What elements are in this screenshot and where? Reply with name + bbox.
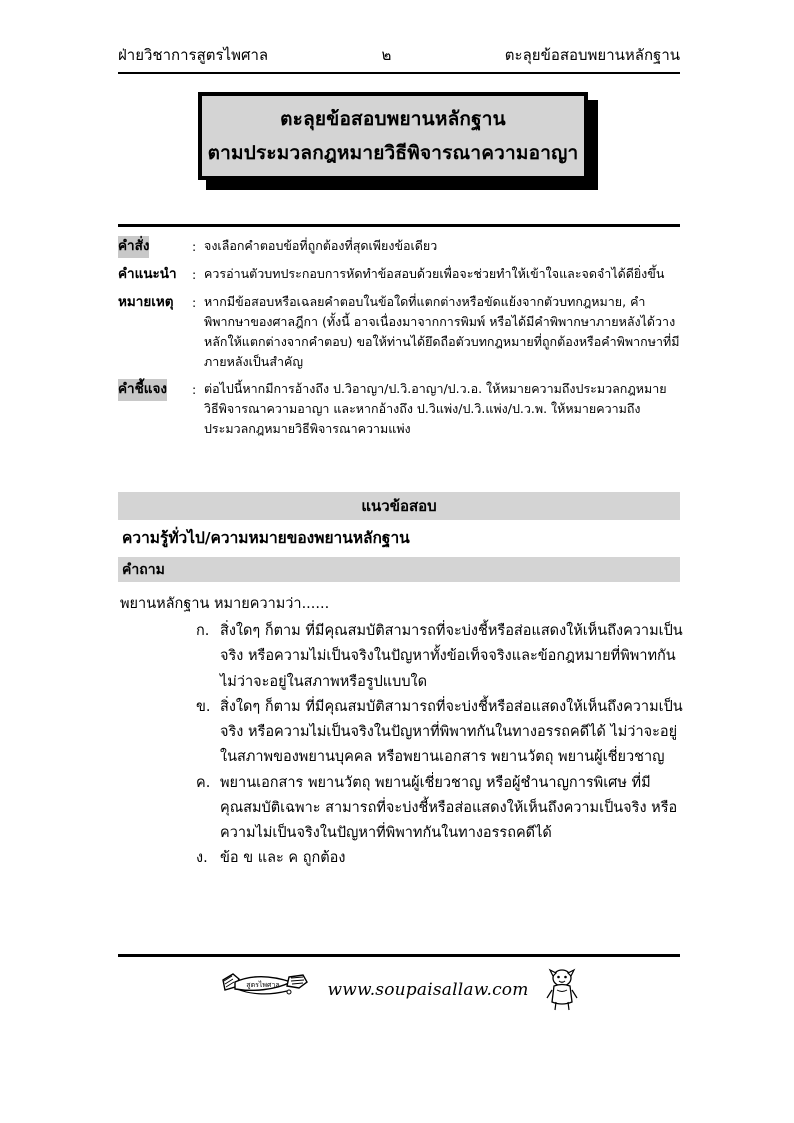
choice-text: ข้อ ข และ ค ถูกต้อง [220,850,346,867]
instruction-label-cell [118,236,192,258]
title-plate [198,92,598,190]
choice-text: สิ่งใดๆ ก็ตาม ที่มีคุณสมบัติสามารถที่จะบ่งชี้หรือส่อแสดงให้เห็นถึงความเป็นจริง หรือความไม่เป็นจริงในปัญหาทั้งข้อเท็จจริงและข้อกฎหมายที่พิพาทกัน ไม่ว่าจะอยู่ในสภาพหรือรูปแบบใด [220,623,683,690]
choice-key: ข. [196,698,211,715]
instruction-row-note [118,292,680,373]
instructions-block [118,236,680,445]
running-header [118,46,680,65]
instruction-colon: : [192,294,197,310]
question-stem: พยานหลักฐาน หมายความว่า...... [120,596,330,612]
header-right-text: ตะลุยข้อสอบพยานหลักฐาน [504,46,680,64]
website-url[interactable]: www.soupaisallaw.com [327,980,529,1000]
instruction-text: ต่อไปนี้หากมีการอ้างถึง ป.วิอาญา/ป.วิ.อาญา/ป.ว.อ. ให้หมายความถึงประมวลกฎหมายวิธีพิจารณาความอาญา และหากอ้างถึง ป.วิแพ่ง/ป.วิ.แพ่ง/ป.ว.พ. ให้หมายความถึงประมวลกฎหมายวิธีพิจารณาความแพ่ง [204,380,667,437]
title-line-2: ตามประมวลกฎหมายวิธีพิจารณาความอาญา [207,142,579,164]
header-left-text: ฝ่ายวิชาการสูตรไพศาล [118,46,269,64]
question-body [120,592,685,871]
question-label-band: คำถาม [118,557,680,582]
instructions-top-rule [118,224,680,227]
instruction-label-cell [118,292,192,314]
choice-option[interactable] [196,771,685,847]
instruction-colon: : [192,266,197,282]
ribbon-banner-logo-icon [219,970,311,1010]
title-plate-box [198,92,588,180]
choice-option[interactable] [196,695,685,771]
page-footer [118,962,680,1018]
instruction-label-cell [118,264,192,286]
title-line-1: ตะลุยข้อสอบพยานหลักฐาน [280,108,506,130]
topic-heading: ความรู้ทั่วไป/ความหมายของพยานหลักฐาน [118,522,680,552]
choice-text: พยานเอกสาร พยานวัตถุ พยานผู้เชี่ยวชาญ หรือผู้ชำนาญการพิเศษ ที่มีคุณสมบัติเฉพาะ สามารถที่จะบ่งชี้หรือส่อแสดงให้เห็นถึงความเป็นจริง หรือความไม่เป็นจริงในปัญหาที่พิพาทกันในทางอรรถคดีได้ [220,774,678,841]
instruction-label: คำแนะนำ [118,265,177,282]
instruction-text: ควรอ่านตัวบทประกอบการหัดทำข้อสอบด้วยเพื่อจะช่วยทำให้เข้าใจและจดจำได้ดียิ่งขึ้น [204,265,665,281]
instruction-text: หากมีข้อสอบหรือเฉลยคำตอบในข้อใดที่แตกต่างหรือขัดแย้งจากตัวบทกฎหมาย, คำพิพากษาของศาลฎีกา (ทั้งนี้ อาจเนื่องมาจากการพิมพ์ หรือได้มีคำพิพากษาภายหลังได้วางหลักให้แตกต่างจากคำตอบ) ขอให้ท่านได้ยึดถือตัวบทกฎหมายที่ถูกต้องหรือคำพิพากษาที่มีภายหลังเป็นสำคัญ [204,293,680,370]
instruction-text: จงเลือกคำตอบข้อที่ถูกต้องที่สุดเพียงข้อเดียว [204,238,438,253]
instruction-label: คำชี้แจง [118,379,167,401]
choice-text: สิ่งใดๆ ก็ตาม ที่มีคุณสมบัติสามารถที่จะบ่งชี้หรือส่อแสดงให้เห็นถึงความเป็นจริง หรือความไม่เป็นจริงในปัญหาที่พิพาทกันในทางอรรถคดีได้ ไม่ว่าจะอยู่ในสภาพของพยานบุคคล หรือพยานเอกสาร พยานวัตถุ พยานผู้เชี่ยวชาญ [220,698,683,766]
instruction-label: คำสั่ง [118,236,149,258]
choice-option[interactable] [196,619,685,695]
mascot-character-icon [545,968,579,1012]
svg-text:สูตรไพศาล: สูตรไพศาล [246,981,281,989]
instruction-colon: : [192,381,197,397]
instruction-row-advice [118,264,680,286]
header-divider-rule [118,72,680,74]
instruction-row-command [118,236,680,258]
instruction-colon: : [192,239,197,254]
choice-option[interactable] [196,846,685,871]
footer-top-rule [118,954,680,957]
instruction-label-cell [118,379,192,401]
choice-key: ก. [196,623,210,640]
instruction-label: หมายเหตุ [118,293,174,310]
exam-section-heading: แนวข้อสอบ [118,492,680,520]
instruction-row-clarification [118,379,680,440]
choice-key: ค. [196,774,211,791]
choice-key: ง. [196,850,208,867]
page-number: ๒ [381,46,392,64]
